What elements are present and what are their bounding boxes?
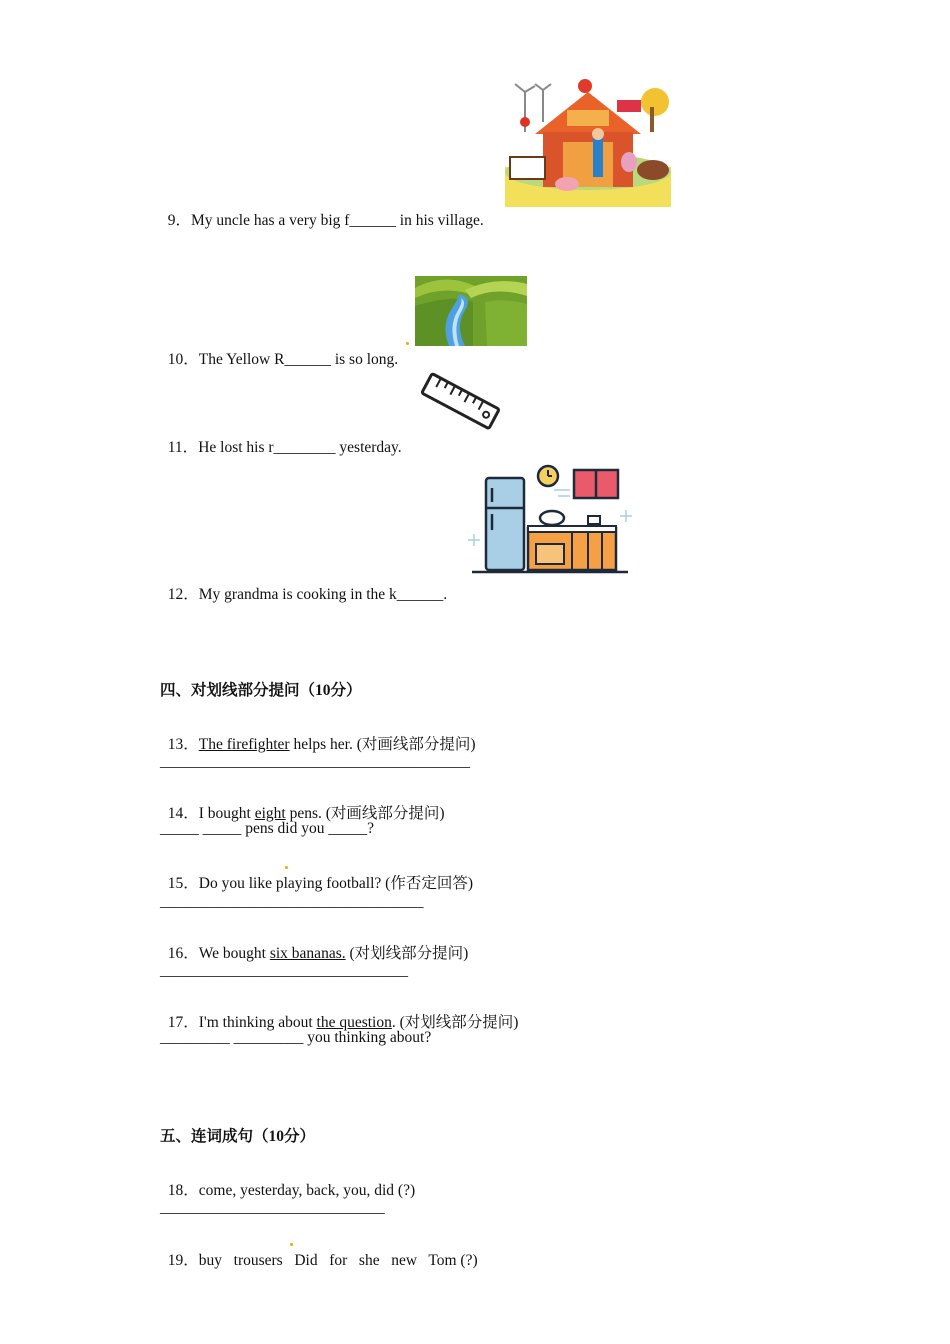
answer-line[interactable]: ________________________________________ xyxy=(160,753,470,770)
question-number: 11． xyxy=(167,439,199,456)
answer-line[interactable]: ________________________________ xyxy=(160,962,408,979)
question-number: 19． xyxy=(167,1252,199,1269)
question-number: 10． xyxy=(167,351,199,368)
question-number: 13． xyxy=(167,736,199,753)
ruler-picture xyxy=(418,370,502,434)
question-number: 18． xyxy=(167,1182,199,1199)
question-16 xyxy=(160,924,468,964)
farm-picture xyxy=(505,72,671,207)
question-number: 9． xyxy=(167,212,192,229)
mark-dot xyxy=(285,866,288,869)
question-13 xyxy=(160,715,476,755)
mark-dot xyxy=(406,342,409,345)
question-10 xyxy=(160,330,398,370)
question-9 xyxy=(160,191,484,231)
question-12 xyxy=(160,565,447,605)
question-number: 16． xyxy=(167,945,199,962)
question-number: 14． xyxy=(167,805,199,822)
underlined-phrase: eight xyxy=(254,805,286,822)
question-text: buy trousers Did for she new Tom (?) xyxy=(198,1252,478,1269)
question-text: My uncle has a very big f______ in his village. xyxy=(191,212,484,229)
answer-line[interactable]: _____________________________ xyxy=(160,1199,385,1216)
underlined-phrase: the question xyxy=(316,1014,392,1031)
question-text: We bought xyxy=(198,945,270,962)
mark-dot xyxy=(290,1243,293,1246)
question-19 xyxy=(160,1231,478,1271)
question-text: . (对划线部分提问) xyxy=(391,1014,519,1031)
answer-line[interactable]: _________ _________ you thinking about? xyxy=(160,1029,432,1046)
question-text: Do you like playing football? (作否定回答) xyxy=(198,875,473,892)
question-text: The Yellow R______ is so long. xyxy=(198,351,399,368)
question-text: My grandma is cooking in the k______. xyxy=(198,586,448,603)
question-text: (对划线部分提问) xyxy=(345,945,469,962)
question-text: I'm thinking about xyxy=(198,1014,317,1031)
river-picture xyxy=(415,276,527,346)
question-number: 15． xyxy=(167,875,199,892)
question-text: pens. (对画线部分提问) xyxy=(285,805,445,822)
answer-line[interactable]: _____ _____ pens did you _____? xyxy=(160,820,374,837)
question-text: I bought xyxy=(198,805,255,822)
section-heading: 五、连词成句（10分） xyxy=(160,1128,316,1145)
underlined-phrase: six bananas. xyxy=(269,945,346,962)
answer-line[interactable]: __________________________________ xyxy=(160,893,424,910)
question-text: He lost his r________ yesterday. xyxy=(198,439,402,456)
question-15 xyxy=(160,854,473,894)
question-17 xyxy=(160,993,518,1033)
question-text: come, yesterday, back, you, did (?) xyxy=(198,1182,416,1199)
question-14 xyxy=(160,784,445,824)
underlined-phrase: The firefighter xyxy=(198,736,290,753)
question-11 xyxy=(160,418,402,458)
question-number: 17． xyxy=(167,1014,199,1031)
question-text: helps her. (对画线部分提问) xyxy=(289,736,476,753)
kitchen-picture xyxy=(466,460,634,574)
section-heading: 四、对划线部分提问（10分） xyxy=(160,682,362,699)
question-number: 12． xyxy=(167,586,199,603)
question-18 xyxy=(160,1161,415,1201)
